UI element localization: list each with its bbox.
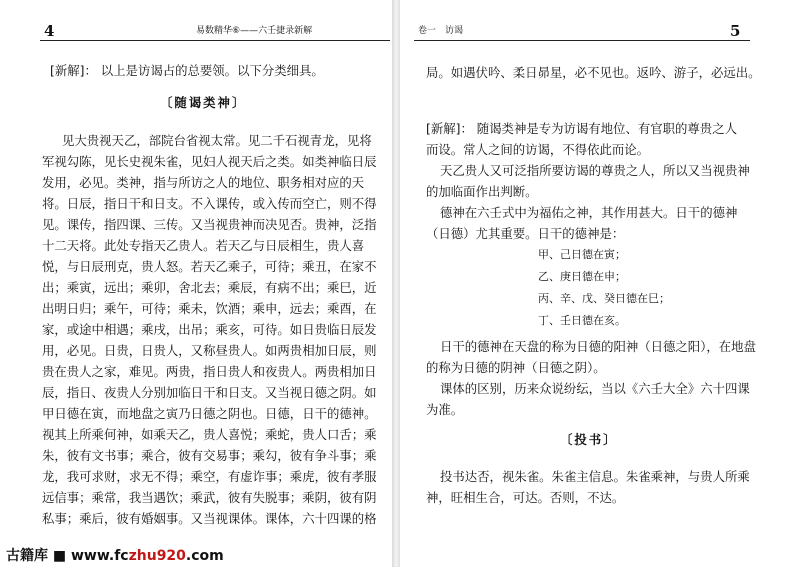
- right-para-line: 的称为日德的阴神（日德之阴）。: [426, 360, 606, 375]
- left-body-line: 私事；乘后，彼有婚姻事。又当视课体。课体，六十四课的格: [42, 511, 377, 526]
- left-body-line: 将。日辰，指日干和日支。不入课传，或入传而空亡，则不得: [42, 196, 377, 211]
- site-watermark: [6, 545, 230, 565]
- left-body-line: 出明日归；乘午，可待；乘未，饮酒；乘申，远去；乘酉，在: [42, 301, 377, 316]
- watermark-url-suffix: .com: [185, 548, 224, 564]
- right-verse-line: 丁、壬日德在亥。: [538, 314, 626, 327]
- left-body-line: 贵在贵人之家，难见。两贵，指日贵人和夜贵人。两贵相加日: [42, 364, 377, 379]
- right-para-line: 日干的德神在天盘的称为日德的阳神（日德之阳），在地盘: [440, 339, 756, 354]
- left-body-line: 用，必见。日贵，日贵人，又称昼贵人。如两贵相加日辰，则: [42, 343, 377, 358]
- left-header-rule: [40, 40, 390, 41]
- left-body-line: 家，或途中相遇；乘戌，出吊；乘亥，可待。如日贵临日辰发: [42, 322, 377, 337]
- right-page-number: 5: [730, 22, 741, 40]
- left-body-line: 发用，必见。类神，指与所访之人的地位、职务相对应的天: [42, 175, 365, 190]
- right-para-line: 为准。: [426, 402, 464, 417]
- left-page-number: 4: [44, 22, 55, 40]
- watermark-url-highlight: zhu920: [128, 548, 186, 564]
- watermark-separator: ■: [52, 548, 67, 564]
- right-para-line: 课体的区别，历来众说纷纭，当以《六壬大全》六十四课: [440, 381, 750, 396]
- left-body-line: 视其上所乘何神，如乘天乙，贵人喜悦；乘蛇，贵人口舌；乘: [42, 427, 377, 442]
- left-body-line: 见。课传，指四课、三传。又当视贵神而决见否。贵神，泛指: [42, 217, 377, 232]
- left-body-line: 悦，与日辰刑克，贵人怒。若天乙乘子，可待；乘丑，在家不: [42, 259, 377, 274]
- right-verse-line: 甲、己日德在寅；: [538, 248, 626, 261]
- left-body-line: 十二天将。此处专指天乙贵人。若天乙与日辰相生，贵人喜: [42, 238, 365, 253]
- left-body-line: 甲日德在寅，而地盘之寅乃日德之阴也。日德，日干的德神。: [42, 406, 377, 421]
- right-page: [400, 0, 793, 567]
- right-section-heading: 〔投书〕: [560, 432, 618, 447]
- watermark-url-prefix: www.fc: [70, 548, 129, 564]
- right-top-line: 局。如遇伏吟、柔日昴星，必不见也。返吟、游子，必远出。: [426, 65, 761, 80]
- left-body-line: 龙，我可求财，求无不得；乘空，有虚诈事；乘虎，彼有孝服: [42, 469, 377, 484]
- left-section-heading: 〔随谒类神〕: [160, 95, 247, 110]
- left-running-head: 易数精华⑥——六壬捷录新解: [196, 26, 313, 36]
- right-para-line: 天乙贵人又可泛指所要访谒的尊贵之人，所以又当视贵神: [440, 163, 750, 178]
- right-para-line: 德神在六壬式中为福佑之神，其作用甚大。日干的德神: [440, 205, 738, 220]
- left-body-line: 出；乘寅，远出；乘卯，舍北去；乘辰，有病不出；乘巳，近: [42, 280, 377, 295]
- left-body-line: 军视勾陈，见长史视朱雀，见妇人视天后之类。如类神临日辰: [42, 154, 377, 169]
- right-para-line: 的加临面作出判断。: [426, 184, 538, 199]
- right-header-rule: [414, 40, 750, 41]
- left-body-line: 辰，指日、夜贵人分别加临日干和日支。又当视日德之阴。如: [42, 385, 377, 400]
- left-body-line: 远信事；乘常，我当遇饮；乘武，彼有失脱事；乘阴，彼有阴: [42, 490, 377, 505]
- right-running-head: 卷一 访谒: [418, 26, 464, 36]
- left-intro-line: [新解]： 以上是访谒占的总要领。以下分类细具。: [50, 63, 324, 78]
- right-verse-line: 丙、辛、戊、癸日德在巳；: [538, 292, 670, 305]
- left-body-line: 见大贵视天乙，部院台省视太常。见二千石视青龙，见将: [62, 133, 372, 148]
- right-para-line: [新解]： 随谒类神是专为访谒有地位、有官职的尊贵之人: [426, 121, 737, 136]
- left-page: [0, 0, 392, 567]
- watermark-brand: 古籍库: [6, 548, 48, 564]
- book-gutter: [392, 0, 400, 567]
- right-para-line: 投书达否，视朱雀。朱雀主信息。朱雀乘神，与贵人所乘: [440, 469, 750, 484]
- right-para-line: 神，旺相生合，可达。否则，不达。: [426, 490, 625, 505]
- right-para-line: 而设。常人之间的访谒，不得依此而论。: [426, 142, 650, 157]
- right-verse-line: 乙、庚日德在申；: [538, 270, 626, 283]
- left-body-line: 朱，彼有文书事；乘合，彼有交易事；乘勾，彼有争斗事；乘: [42, 448, 377, 463]
- right-para-line: （日德）尤其重要。日干的德神是：: [426, 226, 625, 241]
